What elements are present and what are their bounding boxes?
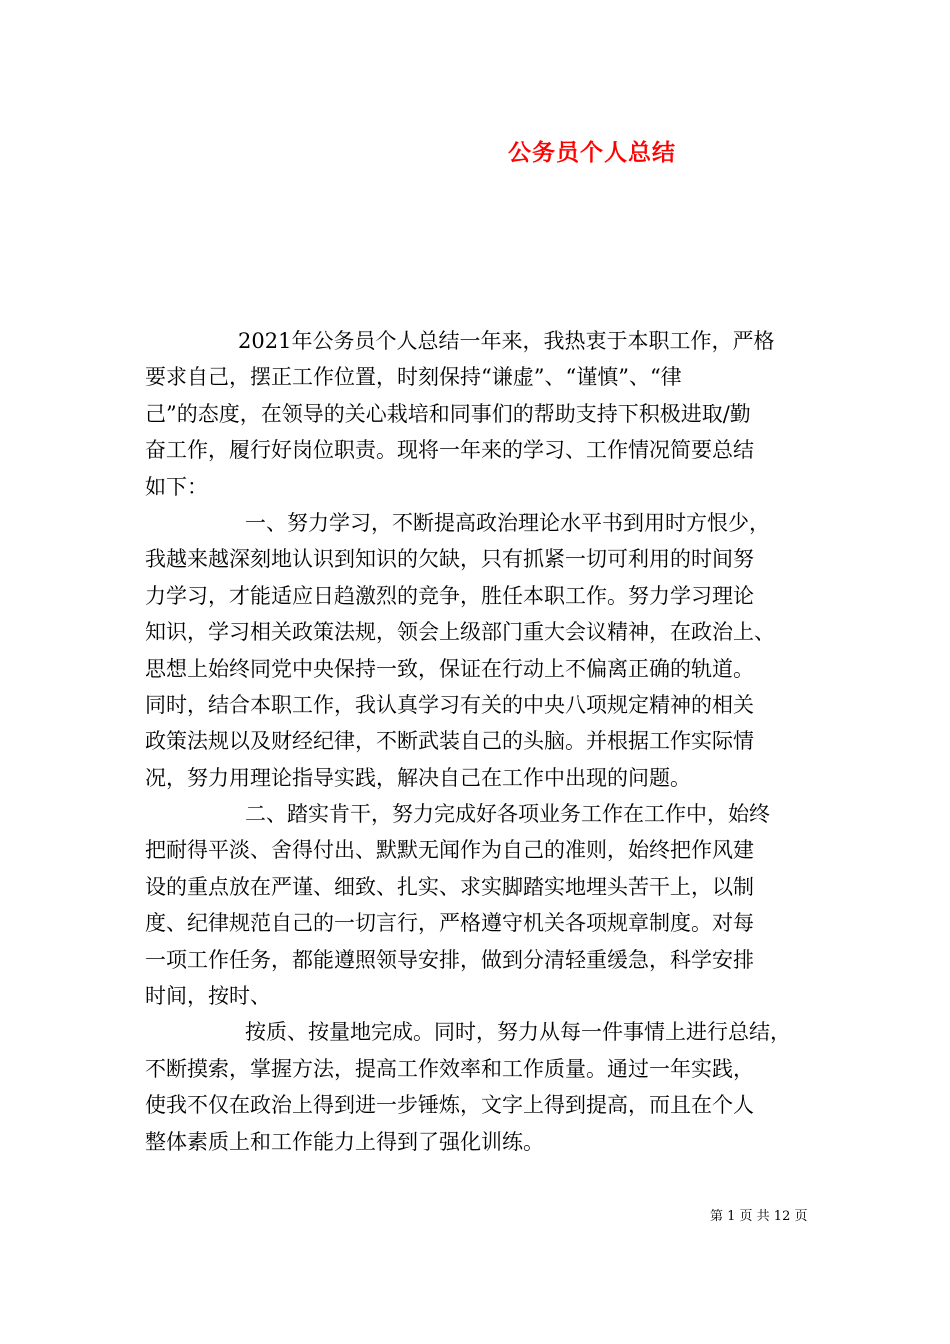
paragraph-line: 思想上始终同党中央保持一致，保证在行动上不偏离正确的轨道。 (145, 656, 754, 681)
paragraph-2 (145, 505, 815, 796)
paragraph-line: 不断摸索，掌握方法，提高工作效率和工作质量。通过一年实践， (145, 1056, 754, 1081)
paragraph-line: 按质、按量地完成。同时，努力从每一件事情上进行总结， (245, 1020, 791, 1045)
paragraph-line: 己”的态度，在领导的关心栽培和同事们的帮助支持下积极进取/勤 (145, 401, 751, 426)
paragraph-line: 一项工作任务，都能遵照领导安排，做到分清轻重缓急，科学安排 (145, 947, 754, 972)
paragraph-line: 力学习，才能适应日趋激烈的竞争，胜任本职工作。努力学习理论 (145, 583, 754, 608)
paragraph-line: 我越来越深刻地认识到知识的欠缺，只有抓紧一切可利用的时间努 (145, 547, 754, 572)
page-number: 第 1 页 共 12 页 (710, 1209, 808, 1224)
paragraph-line: 政策法规以及财经纪律，不断武装自己的头脑。并根据工作实际情 (145, 729, 754, 754)
paragraph-line: 况，努力用理论指导实践，解决自己在工作中出现的问题。 (145, 765, 691, 790)
paragraph-line: 如下： (145, 474, 208, 499)
paragraph-line: 奋工作，履行好岗位职责。现将一年来的学习、工作情况简要总结 (145, 438, 754, 463)
paragraph-line: 要求自己，摆正工作位置，时刻保持“谦虚”、“谨慎”、“律 (145, 365, 682, 390)
paragraph-line: 一、努力学习，不断提高政治理论水平书到用时方恨少， (245, 510, 770, 535)
paragraph-line: 时间，按时、 (145, 984, 271, 1009)
paragraph-line: 知识，学习相关政策法规，领会上级部门重大会议精神，在政治上、 (145, 620, 775, 645)
paragraph-line: 同时，结合本职工作，我认真学习有关的中央八项规定精神的相关 (145, 692, 754, 717)
paragraph-4 (145, 1014, 815, 1160)
paragraph-line: 使我不仅在政治上得到进一步锤炼，文字上得到提高，而且在个人 (145, 1093, 754, 1118)
paragraph-line: 把耐得平淡、舍得付出、默默无闻作为自己的准则，始终把作风建 (145, 838, 754, 863)
paragraph-3 (145, 796, 815, 1014)
paragraph-line: 二、踏实肯干，努力完成好各项业务工作在工作中，始终 (245, 802, 770, 827)
paragraph-1 (145, 323, 815, 505)
document-body (145, 323, 815, 1160)
paragraph-line: 整体素质上和工作能力上得到了强化训练。 (145, 1129, 544, 1154)
paragraph-line: 2021年公务员个人总结一年来，我热衷于本职工作，严格 (238, 329, 775, 353)
paragraph-line: 设的重点放在严谨、细致、扎实、求实脚踏实地埋头苦干上，以制 (145, 874, 754, 899)
paragraph-line: 度、纪律规范自己的一切言行，严格遵守机关各项规章制度。对每 (145, 911, 754, 936)
document-title: 公务员个人总结 (508, 139, 676, 166)
